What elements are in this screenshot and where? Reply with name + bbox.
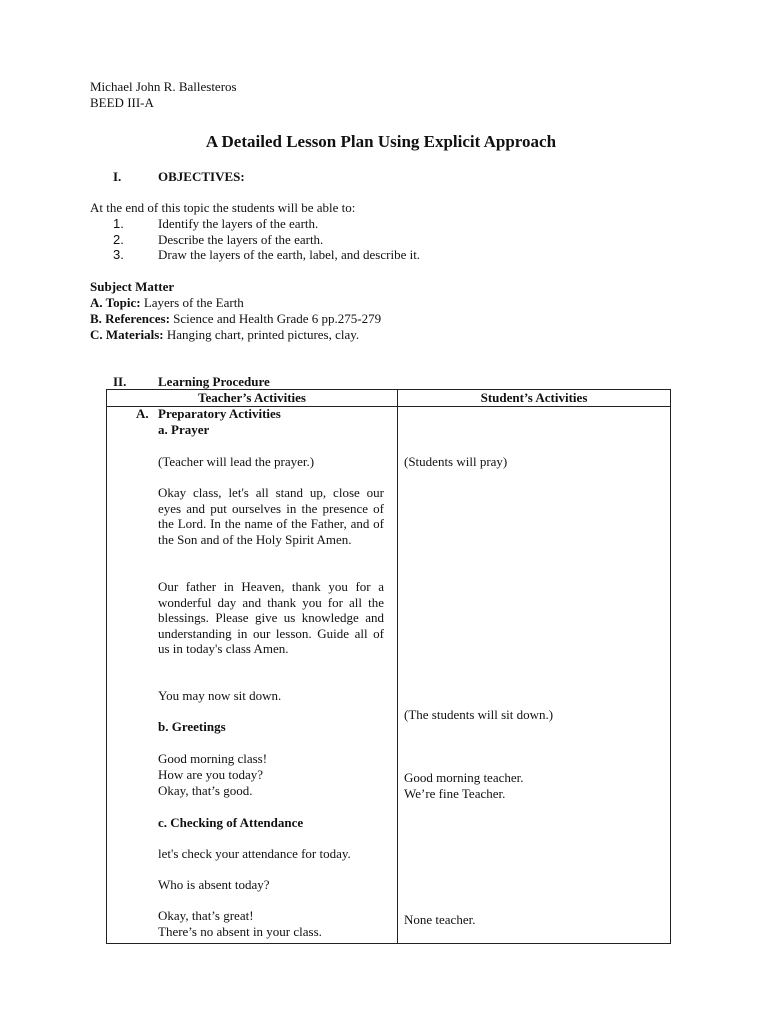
document-title: A Detailed Lesson Plan Using Explicit Approach [205, 132, 557, 151]
prayer-heading: a. Prayer [158, 422, 210, 437]
attendance-heading: c. Checking of Attendance [158, 815, 304, 830]
attendance-line: let's check your attendance for today. [158, 846, 351, 861]
objectives-heading: OBJECTIVES: [158, 169, 245, 184]
teacher-column-header: Teacher’s Activities [198, 390, 306, 405]
materials-label: C. Materials: [90, 327, 164, 342]
procedure-numeral: II. [113, 374, 127, 389]
objectives-intro: At the end of this topic the students will be able to: [90, 200, 356, 215]
student-response: We’re fine Teacher. [404, 786, 506, 801]
student-response: None teacher. [404, 912, 476, 927]
greeting-line: How are you today? [158, 767, 264, 782]
attendance-line: Who is absent today? [158, 877, 270, 892]
prayer-opening-paragraph: Okay class, let's all stand up, close our eyes and put ourselves in the presence of the Lord. In the name of the Father, and of the Son and of the Holy Spirit Amen. [158, 485, 384, 547]
references-line [90, 311, 381, 327]
student-response: (The students will sit down.) [404, 707, 554, 722]
greeting-line: Good morning class! [158, 751, 268, 766]
objective-number: 3. [113, 247, 124, 262]
objective-item: Draw the layers of the earth, label, and describe it. [158, 247, 421, 262]
table-header-row [107, 390, 670, 407]
objective-item: Describe the layers of the earth. [158, 232, 324, 247]
materials-line [90, 327, 359, 343]
objective-number: 1. [113, 216, 124, 231]
objectives-numeral: I. [113, 169, 122, 184]
prep-heading: Preparatory Activities [158, 406, 281, 421]
prayer-paragraph: Our father in Heaven, thank you for a wonderful day and thank you for all the blessings. Please give us knowledge and understanding in our lesson. Guide all of us in today's class Amen. [158, 579, 384, 657]
column-divider [397, 390, 398, 943]
objective-number: 2. [113, 232, 124, 247]
topic-label: A. Topic: [90, 295, 141, 310]
class-section: BEED III-A [90, 95, 154, 110]
prep-letter: A. [136, 406, 149, 421]
objective-item: Identify the layers of the earth. [158, 216, 319, 231]
materials-value: Hanging chart, printed pictures, clay. [163, 327, 360, 342]
student-response: Good morning teacher. [404, 770, 524, 785]
author-name: Michael John R. Ballesteros [90, 79, 237, 94]
student-response: (Students will pray) [404, 454, 508, 469]
attendance-line: There’s no absent in your class. [158, 924, 322, 939]
greetings-heading: b. Greetings [158, 719, 226, 734]
subject-matter-heading: Subject Matter [90, 279, 175, 294]
sit-down-instruction: You may now sit down. [158, 688, 282, 703]
greeting-line: Okay, that’s good. [158, 783, 253, 798]
topic-line [90, 295, 244, 311]
attendance-line: Okay, that’s great! [158, 908, 254, 923]
references-label: B. References: [90, 311, 170, 326]
student-column-header: Student’s Activities [480, 390, 588, 405]
procedure-heading: Learning Procedure [158, 374, 270, 389]
topic-value: Layers of the Earth [140, 295, 244, 310]
references-value: Science and Health Grade 6 pp.275-279 [169, 311, 382, 326]
prayer-lead: (Teacher will lead the prayer.) [158, 454, 315, 469]
